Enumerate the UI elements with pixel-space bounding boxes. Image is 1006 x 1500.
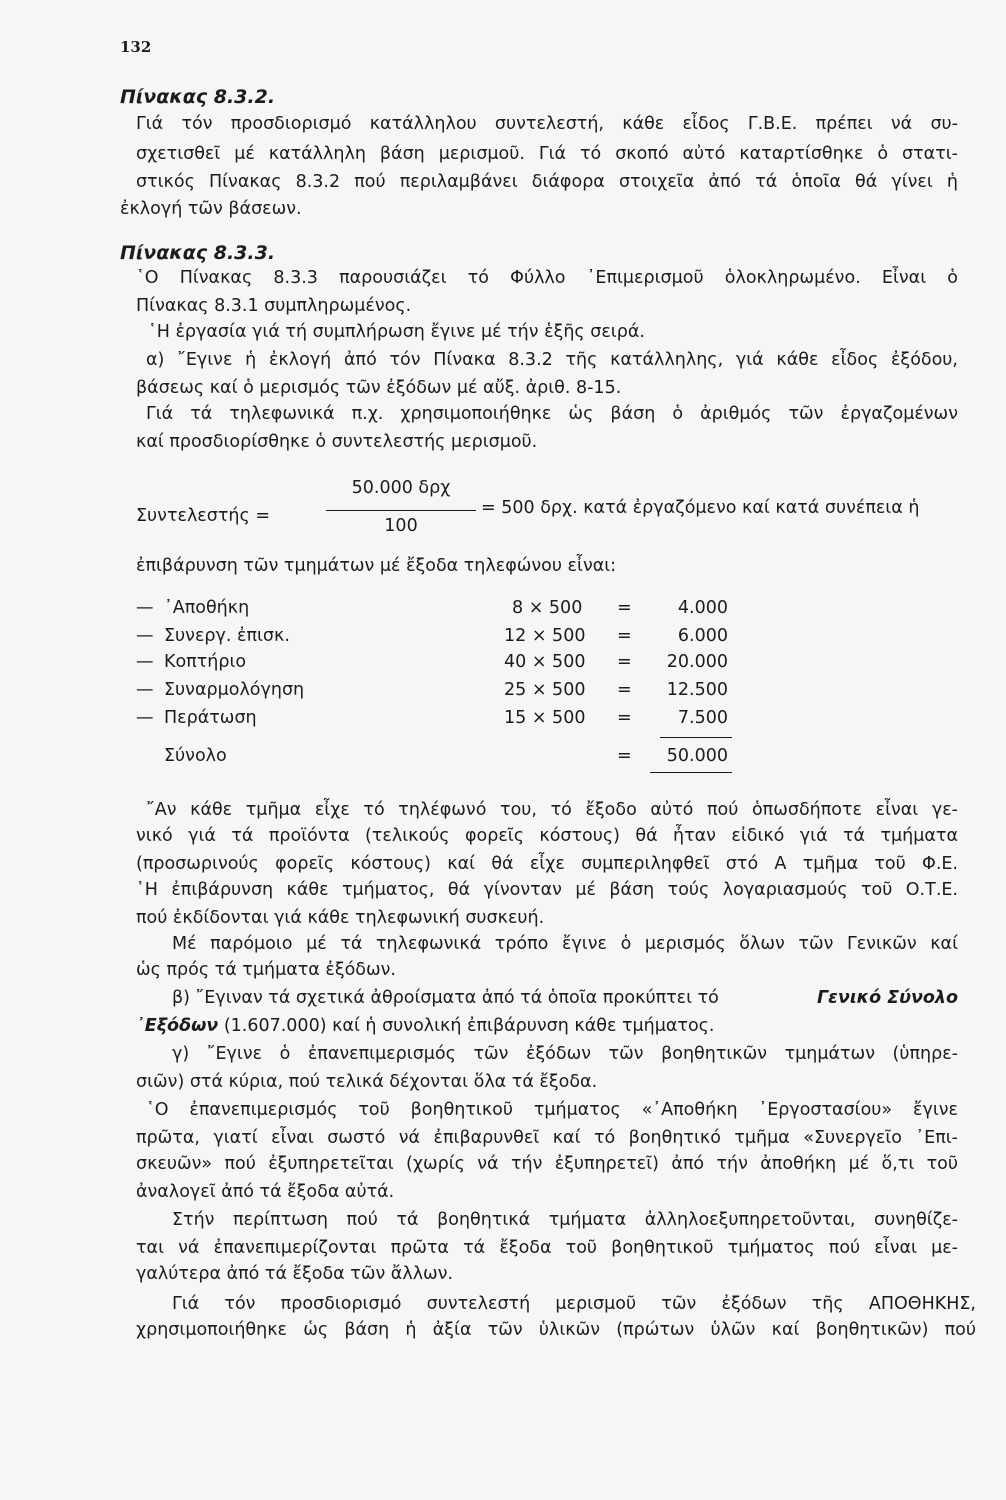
row-calc: 8 × 500	[512, 598, 583, 618]
text-line: στικός Πίνακας 8.3.2 πού περιλαμβάνει διάφορα στοιχεῖα ἀπό τά ὁποῖα θά γίνει ἡ	[136, 172, 958, 192]
text-line: Γιά τόν προσδιορισμό κατάλληλου συντελεστή, κάθε εἶδος Γ.Β.Ε. πρέπει νά συ-	[136, 114, 958, 134]
text-line: ται νά ἐπανεπιμερίζονται πρῶτα τά ἔξοδα τοῦ βοηθητικοῦ τμήματος πού εἶναι με-	[136, 1238, 958, 1258]
row-equals: =	[617, 652, 632, 672]
coefficient-formula	[136, 478, 966, 548]
emphasis-general-total: Γενικό Σύνολο	[817, 988, 958, 1008]
text-line: α) ῎Εγινε ἡ ἐκλογή ἀπό τόν Πίνακα 8.3.2 τῆς κατάλληλης, γιά κάθε εἶδος ἐξόδου,	[146, 350, 958, 370]
text-line: σχετισθεῖ μέ κατάλληλη βάση μερισμοῦ. Γιά τό σκοπό αὐτό καταρτίσθηκε ὁ στατι-	[136, 144, 958, 164]
text-line: γ) ῎Εγινε ὁ ἐπανεπιμερισμός τῶν ἐξόδων τῶν βοηθητικῶν τμημάτων (ὑπηρε-	[172, 1044, 958, 1064]
row-equals: =	[617, 626, 632, 646]
row-equals: =	[617, 708, 632, 728]
text-line: καί προσδιορίσθηκε ὁ συντελεστής μερισμοῦ.	[136, 432, 538, 452]
row-dash: —	[136, 598, 154, 618]
text-line: Γιά τόν προσδιορισμό συντελεστή μερισμοῦ τῶν ἐξόδων τῆς ΑΠΟΘΗΚΗΣ,	[172, 1294, 976, 1314]
formula-denominator: 100	[384, 516, 418, 536]
row-label: Περάτωση	[164, 708, 257, 728]
text-line: χρησιμοποιήθηκε ὡς βάση ἡ ἀξία τῶν ὑλικῶν (πρώτων ὑλῶν καί βοηθητικῶν) πού	[136, 1320, 976, 1340]
total-row	[136, 746, 756, 772]
row-calc: 12 × 500	[504, 626, 586, 646]
row-equals: =	[617, 598, 632, 618]
heading-table-8-3-3: Πίνακας 8.3.3.	[120, 242, 276, 264]
row-dash: —	[136, 652, 154, 672]
total-amount: 50.000	[666, 746, 728, 766]
heading-table-8-3-2: Πίνακας 8.3.2.	[120, 86, 276, 108]
row-calc: 15 × 500	[504, 708, 586, 728]
text-line: ῾Ο ἐπανεπιμερισμός τοῦ βοηθητικοῦ τμήματος «᾿Αποθήκη ᾿Εργοστασίου» ἔγινε	[146, 1100, 958, 1120]
formula-label: Συντελεστής =	[136, 506, 270, 526]
row-label: ᾿Αποθήκη	[164, 598, 250, 618]
table-row	[136, 708, 756, 734]
row-label: Κοπτήριο	[164, 652, 247, 672]
text-line: ῎Αν κάθε τμῆμα εἶχε τό τηλέφωνό του, τό ἔξοδο αὐτό πού ὁπωσδήποτε εἶναι γε-	[146, 800, 958, 820]
text-line: ἐκλογή τῶν βάσεων.	[120, 199, 302, 219]
row-label: Συνεργ. ἐπισκ.	[164, 626, 290, 646]
text-line: ῾Ο Πίνακας 8.3.3 παρουσιάζει τό Φύλλο ᾿Επιμερισμοῦ ὁλοκληρωμένο. Εἶναι ὁ	[136, 268, 958, 288]
text-line: ἐπιβάρυνση τῶν τμημάτων μέ ἔξοδα τηλεφώνου εἶναι:	[136, 556, 617, 576]
text-line: Πίνακας 8.3.1 συμπληρωμένος.	[136, 296, 412, 316]
text-line: Γιά τά τηλεφωνικά π.χ. χρησιμοποιήθηκε ὡς βάση ὁ ἀριθμός τῶν ἐργαζομένων	[146, 404, 958, 424]
text-line: ῾Η ἐργασία γιά τή συμπλήρωση ἔγινε μέ τήν ἑξῆς σειρά.	[148, 322, 645, 342]
text-line: σιῶν) στά κύρια, πού τελικά δέχονται ὅλα τά ἔξοδα.	[136, 1072, 598, 1092]
row-calc: 40 × 500	[504, 652, 586, 672]
row-amount: 12.500	[666, 680, 728, 700]
page-number: 132	[120, 38, 152, 56]
row-dash: —	[136, 680, 154, 700]
row-amount: 20.000	[666, 652, 728, 672]
text-line: ἀναλογεῖ ἀπό τά ἔξοδα αὐτά.	[136, 1182, 395, 1202]
row-dash: —	[136, 626, 154, 646]
row-calc: 25 × 500	[504, 680, 586, 700]
text-fragment: β) ῎Εγιναν τά σχετικά ἀθροίσματα ἀπό τά ὁποῖα προκύπτει τό	[172, 988, 719, 1008]
row-equals: =	[617, 680, 632, 700]
text-line: πού ἐκδίδονται γιά κάθε τηλεφωνική συσκευή.	[136, 908, 545, 928]
formula-numerator: 50.000 δρχ	[351, 478, 451, 498]
total-underline	[650, 772, 732, 773]
row-label: Συναρμολόγηση	[164, 680, 305, 700]
text-line: βάσεως καί ὁ μερισμός τῶν ἐξόδων μέ αὔξ. ἀριθ. 8-15.	[136, 378, 622, 398]
text-line: ῾Η ἐπιβάρυνση κάθε τμήματος, θά γίνονταν μέ βάση τούς λογαριασμούς τοῦ Ο.Τ.Ε.	[136, 880, 958, 900]
text-line: νικό γιά τά προϊόντα (τελικούς φορεῖς κόστους) θά ἦταν εἰδικό γιά τά τμήματα	[136, 826, 958, 846]
text-fragment: (1.607.000) καί ἡ συνολική ἐπιβάρυνση κάθε τμήματος.	[223, 1016, 715, 1036]
emphasis-expenses: ᾿Εξόδων	[136, 1016, 219, 1036]
row-amount: 6.000	[677, 626, 728, 646]
sum-rule	[660, 737, 732, 738]
text-line: σκευῶν» πού ἐξυπηρετεῖται (χωρίς νά τήν ἐξυπηρετεῖ) ἀπό τήν ἀποθήκη μέ ὅ,τι τοῦ	[136, 1154, 958, 1174]
row-amount: 7.500	[677, 708, 728, 728]
text-line	[136, 1014, 715, 1038]
formula-result: = 500 δρχ. κατά ἐργαζόμενο καί κατά συνέπεια ἡ	[481, 498, 920, 518]
text-line: πρῶτα, γιατί εἶναι σωστό νά ἐπιβαρυνθεῖ καί τό βοηθητικό τμῆμα «Συνεργεῖο ᾿Επι-	[136, 1128, 958, 1148]
row-dash: —	[136, 708, 154, 728]
total-equals: =	[617, 746, 632, 766]
table-row	[136, 626, 756, 652]
text-line	[172, 986, 958, 1010]
text-line: Στήν περίπτωση πού τά βοηθητικά τμήματα ἀλληλοεξυπηρετοῦνται, συνηθίζε-	[172, 1210, 958, 1230]
table-row	[136, 652, 756, 678]
fraction-bar	[326, 510, 476, 511]
total-label: Σύνολο	[164, 746, 227, 766]
text-line: γαλύτερα ἀπό τά ἔξοδα τῶν ἄλλων.	[136, 1264, 454, 1284]
text-line: (προσωρινούς φορεῖς κόστους) καί θά εἶχε συμπεριληφθεῖ στό Α τμῆμα τοῦ Φ.Ε.	[136, 854, 958, 874]
table-row	[136, 680, 756, 706]
row-amount: 4.000	[677, 598, 728, 618]
table-row	[136, 598, 756, 624]
text-line: ὡς πρός τά τμήματα ἐξόδων.	[136, 960, 396, 980]
text-line: Μέ παρόμοιο μέ τά τηλεφωνικά τρόπο ἔγινε ὁ μερισμός ὅλων τῶν Γενικῶν καί	[172, 934, 958, 954]
